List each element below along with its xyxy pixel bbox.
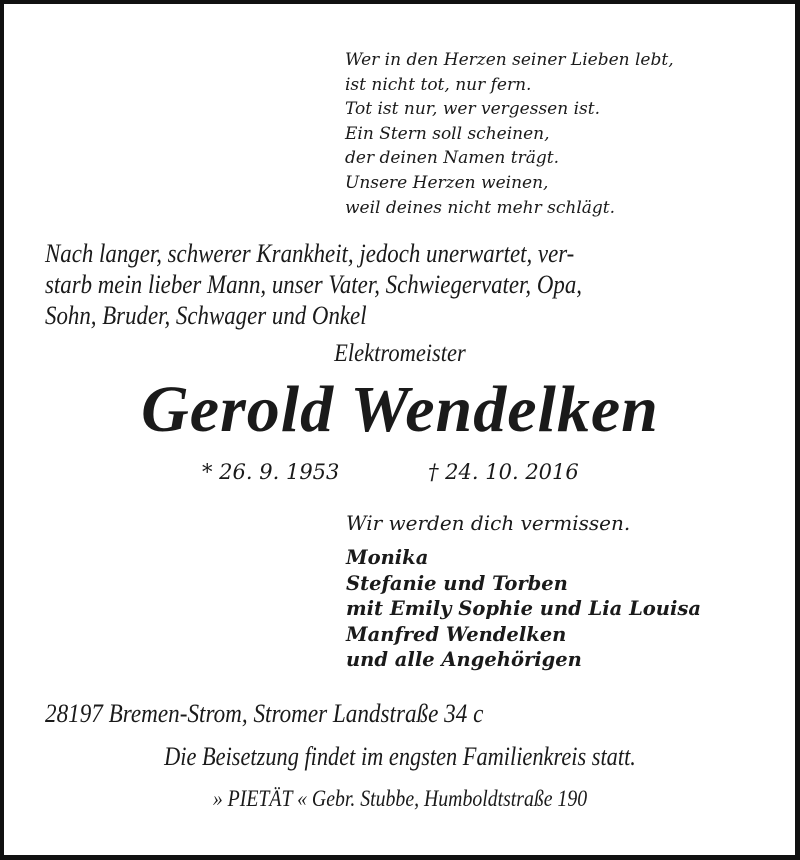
intro-line: Sohn, Bruder, Schwager und Onkel [45, 301, 367, 330]
poem-line: ist nicht tot, nur fern. [345, 74, 532, 95]
poem-line: Tot ist nur, wer vergessen ist. [345, 99, 600, 120]
death-date: † 24. 10. 2016 [428, 460, 579, 484]
birth-date: * 26. 9. 1953 [202, 460, 340, 484]
deceased-profession: Elektromeister [334, 340, 466, 367]
intro-line: starb mein lieber Mann, unser Vater, Schwiegervater, Opa, [45, 270, 582, 299]
poem-line: weil deines nicht mehr schlägt. [345, 197, 616, 218]
mourner-name: Stefanie und Torben [346, 571, 568, 595]
intro-paragraph [45, 238, 582, 331]
burial-note: Die Beisetzung findet im engsten Familienkreis statt. [164, 742, 636, 771]
poem-line: Ein Stern soll scheinen, [345, 123, 550, 144]
closing-line: Wir werden dich vermissen. [346, 511, 631, 535]
mourner-name: Manfred Wendelken [346, 622, 567, 646]
poem-line: Unsere Herzen weinen, [345, 172, 549, 193]
poem-line: der deinen Namen trägt. [345, 148, 559, 169]
memorial-poem [345, 48, 674, 220]
mourner-name: Monika [346, 546, 429, 569]
mourners-list [346, 545, 701, 673]
family-address: 28197 Bremen-Strom, Stromer Landstraße 34 c [45, 699, 484, 728]
intro-line: Nach langer, schwerer Krankheit, jedoch unerwartet, ver- [45, 239, 575, 268]
mourner-name: und alle Angehörigen [346, 648, 582, 672]
mourner-name: mit Emily Sophie und Lia Louisa [346, 597, 702, 621]
funeral-home: » PIETÄT « Gebr. Stubbe, Humboldtstraße 190 [212, 786, 588, 811]
deceased-name: Gerold Wendelken [141, 373, 659, 446]
poem-line: Wer in den Herzen seiner Lieben lebt, [345, 50, 674, 70]
